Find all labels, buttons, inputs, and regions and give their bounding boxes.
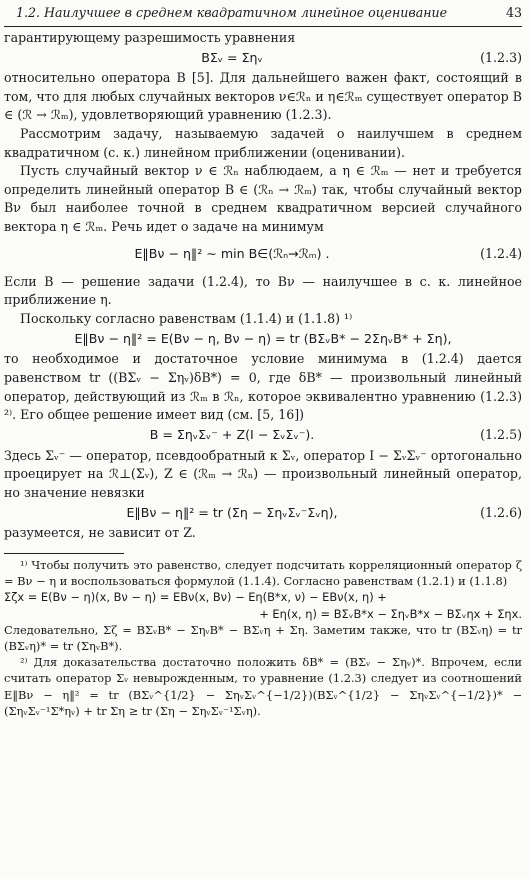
running-title: 1.2. Наилучшее в среднем квадратичном линейное оценивание xyxy=(16,5,448,20)
equation-1-2-5 xyxy=(4,425,522,447)
footnote-1-continuation: Следовательно, Σζ = BΣᵥB* − ΣηᵥB* − BΣᵥη + Ση. Заметим также, что tr (BΣᵥη) = tr (BΣᵥη)* = tr (ΣηᵥB*). xyxy=(4,622,522,654)
paragraph-4: Пусть случайный вектор ν ∈ ℛₙ наблюдаем, а η ∈ ℛₘ — нет и требуется определить линейный оператор B ∈ (ℛₙ → ℛₘ) так, чтобы случайный вектор Bν был наиболее точной в среднем квадратичном версией случайного вектора η ∈ ℛₘ. Речь идет о задаче на минимум xyxy=(4,163,522,234)
equation-expression: BΣᵥ = Σηᵥ xyxy=(201,49,263,65)
equation-number: (1.2.5) xyxy=(480,427,522,443)
footnotes xyxy=(4,557,522,719)
paragraph-2: относительно оператора B [5]. Для дальнейшего важен факт, состоящий в том, что для любых случайных векторов ν∈ℛₙ и η∈ℛₘ существует оператор B ∈ (ℛ → ℛₘ), удовлетворяющий уравнению (1.2.3). xyxy=(4,70,522,123)
equation-number: (1.2.6) xyxy=(480,505,522,521)
equation-1-2-3 xyxy=(4,47,522,69)
footnote-2: ²⁾ Для доказательства достаточно положить δB* = (BΣᵥ − Σηᵥ)*. Впрочем, если считать оператор Σᵥ невырожденным, то уравнение (1.2.3) следует из соотношений E‖Bν − η‖² = tr (BΣᵥ^{1/2} − ΣηᵥΣᵥ^{−1/2})(BΣᵥ^{1/2} − ΣηᵥΣᵥ^{−1/2})* − (ΣηᵥΣᵥ⁻¹Σ*ηᵥ) + tr Ση ≥ tr (Ση − ΣηᵥΣᵥ⁻¹Σᵥη). xyxy=(4,655,522,718)
footnote-1-equation-line-1: Σζx = E(Bν − η)(x, Bν − η) = EBν(x, Bν) − Eη(B*x, ν) − EBν(x, η) + xyxy=(4,590,387,605)
paragraph-6: Поскольку согласно равенствам (1.1.4) и (1.1.8) ¹⁾ xyxy=(20,310,353,326)
paragraph-8: Здесь Σᵥ⁻ — оператор, псевдообратный к Σᵥ, оператор I − ΣᵥΣᵥ⁻ ортогонально проецирует на ℛ⊥(Σᵥ), Z ∈ (ℛₘ → ℛₙ) — произвольный линейный оператор, но значение невязки xyxy=(4,447,522,500)
footnote-1-equation-line-2: + Eη(x, η) = BΣᵥB*x − ΣηᵥB*x − BΣᵥηx + Σηx. xyxy=(259,606,522,621)
paragraph-3: Рассмотрим задачу, называемую задачей о наилучшем в среднем квадратичном (с. к.) линейном приближении (оценивании). xyxy=(4,125,522,160)
footnote-separator xyxy=(4,553,124,554)
equation-expression: E‖Bν − η‖² = E(Bν − η, Bν − η) = tr (BΣᵥB* − 2ΣηᵥB* + Ση), xyxy=(74,331,452,347)
equation-1-2-4 xyxy=(4,237,522,273)
page-number: 43 xyxy=(505,5,522,20)
paragraph-9: разумеется, не зависит от Z. xyxy=(4,525,196,541)
paragraph-5: Если B — решение задачи (1.2.4), то Bν — наилучшее в с. к. линейное приближение η. xyxy=(4,273,522,308)
equation-number: (1.2.3) xyxy=(480,49,522,65)
main-text xyxy=(4,27,522,543)
equation-expression: B = ΣηᵥΣᵥ⁻ + Z(I − ΣᵥΣᵥ⁻). xyxy=(149,427,315,443)
equation-number: (1.2.4) xyxy=(480,246,522,262)
paragraph-7: то необходимое и достаточное условие минимума в (1.2.4) дается равенством tr ((BΣᵥ − Σηᵥ)δB*) = 0, где δB* — произвольный линейный оператор, действующий из ℛₘ в ℛₙ, которое эквивалентно уравнению (1.2.3) ²⁾. Его общее решение имеет вид (см. [5, 16]) xyxy=(4,351,522,423)
equation-1-2-6 xyxy=(4,502,522,524)
running-header xyxy=(4,4,522,27)
equation-expression: E‖Bν − η‖² ∼ min B∈(ℛₙ→ℛₘ) . xyxy=(134,246,330,262)
equation-unnumbered xyxy=(4,328,522,350)
footnote-1: ¹⁾ Чтобы получить это равенство, следует подсчитать корреляционный оператор ζ = Bν − η и воспользоваться формулой (1.1.4). Согласно равенствам (1.2.1) и (1.1.8) xyxy=(4,558,522,589)
equation-expression: E‖Bν − η‖² = tr (Ση − ΣηᵥΣᵥ⁻Σᵥη), xyxy=(126,505,338,521)
paragraph-1: гарантирующему разрешимость уравнения xyxy=(4,29,296,45)
